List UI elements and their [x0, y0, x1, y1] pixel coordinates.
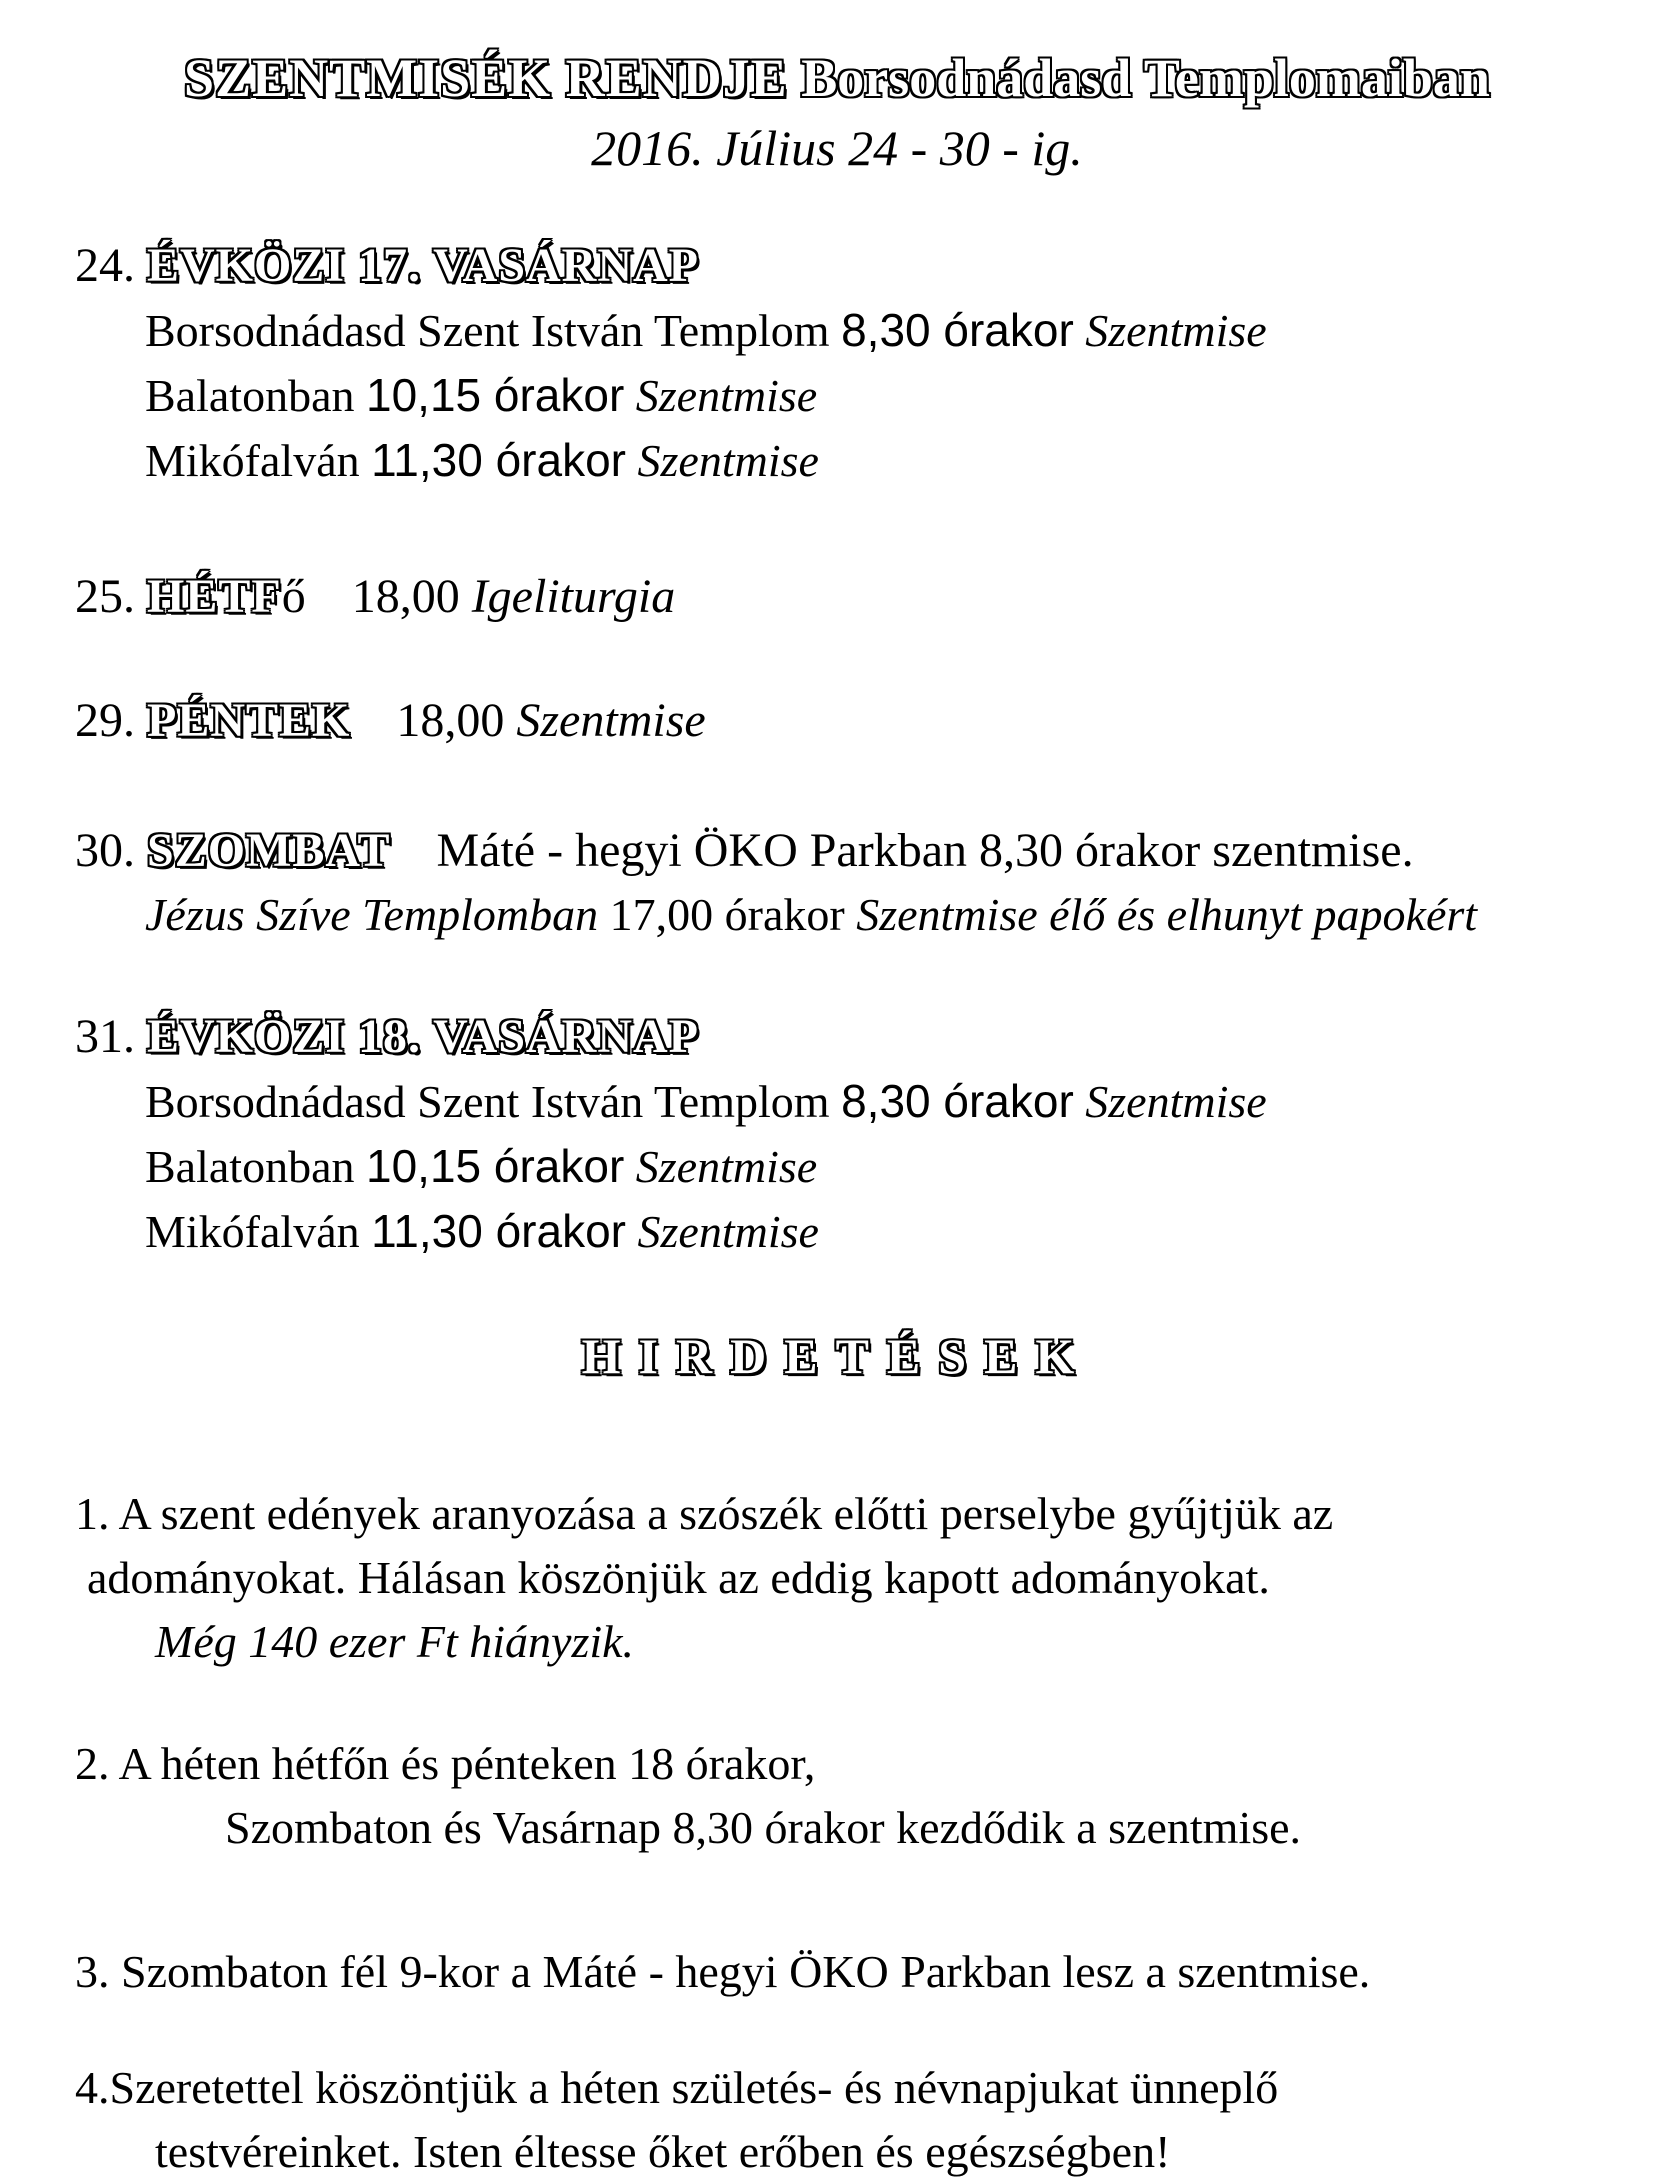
schedule-entry-31: [75, 1005, 1599, 1264]
place-text: Mikófalván: [145, 435, 360, 486]
mass-type: Szentmise: [637, 1206, 819, 1257]
mass-text: Máté - hegyi ÖKO Parkban 8,30 órakor szentmise.: [436, 824, 1414, 877]
mass-line: [145, 363, 1599, 428]
day-heading: [75, 234, 1599, 298]
schedule-entry-29: [75, 689, 1599, 753]
place-text: Borsodnádasd Szent István Templom: [145, 305, 830, 356]
time-text: 8,30 órakor: [841, 304, 1074, 356]
mass-type: Szentmise: [635, 370, 818, 421]
mass-type: Szentmise: [1085, 1076, 1267, 1127]
mass-list: [145, 1069, 1599, 1264]
mass-type: Szentmise: [637, 435, 819, 486]
mass-list: [145, 298, 1599, 493]
announcements-heading: HIRDETÉSEK: [581, 1328, 1093, 1384]
place-text: Borsodnádasd Szent István Templom: [145, 1076, 830, 1127]
day-title: PÉNTEK: [147, 694, 351, 747]
time-text: 10,15 órakor: [366, 1140, 625, 1192]
day-title: HÉTF: [147, 570, 282, 623]
mass-line: [145, 1069, 1599, 1134]
mass-line: [145, 1134, 1599, 1199]
schedule-entry-25: [75, 565, 1599, 629]
announcement-item-4: [75, 2056, 1599, 2184]
announcement-item-3: [75, 1940, 1599, 2004]
mass-type: Szentmise élő és elhunyt papokért: [856, 889, 1478, 940]
day-heading: [75, 565, 1599, 629]
schedule-entry-24: [75, 234, 1599, 493]
time-text: 18,00: [396, 694, 505, 747]
day-heading: [75, 819, 1599, 883]
day-title: SZOMBAT: [147, 824, 391, 877]
place-text: Balatonban: [145, 370, 355, 421]
mass-line: [145, 428, 1599, 493]
mass-type: Igeliturgia: [471, 570, 676, 623]
day-title-suffix: ő: [281, 570, 306, 623]
day-number: 29.: [75, 694, 135, 747]
day-number: 30.: [75, 824, 135, 877]
title-location: Borsodnádasd Templomaiban: [801, 48, 1490, 108]
document-header: [75, 42, 1599, 178]
announcement-line: Még 140 ezer Ft hiányzik.: [155, 1616, 635, 1667]
place-text: Balatonban: [145, 1141, 355, 1192]
day-number: 25.: [75, 570, 135, 623]
announcement-line: Szombaton és Vasárnap 8,30 órakor kezdődik a szentmise.: [225, 1802, 1302, 1853]
mass-type: Szentmise: [516, 694, 706, 747]
announcement-item-2: [75, 1732, 1599, 1860]
announcement-line: adományokat. Hálásan köszönjük az eddig kapott adományokat.: [87, 1552, 1270, 1603]
schedule-entry-30: [75, 819, 1599, 947]
announcement-item-1: [75, 1482, 1599, 1674]
subtitle-date: 2016. Július 24 - 30 - ig.: [591, 120, 1083, 176]
day-title: ÉVKÖZI 18. VASÁRNAP: [147, 1010, 699, 1063]
mass-type: Szentmise: [635, 1141, 818, 1192]
announcement-line: 3. Szombaton fél 9-kor a Máté - hegyi ÖKO Parkban lesz a szentmise.: [75, 1946, 1371, 1997]
time-text: 11,30 órakor: [371, 434, 626, 486]
time-text: 18,00: [351, 570, 460, 623]
mass-type: Szentmise: [1085, 305, 1267, 356]
time-text: 10,15 órakor: [366, 369, 625, 421]
mass-line: [145, 298, 1599, 363]
day-number: 31.: [75, 1010, 135, 1063]
announcement-line: 2. A héten hétfőn és pénteken 18 órakor,: [75, 1738, 816, 1789]
place-text: Mikófalván: [145, 1206, 360, 1257]
document-title: [75, 42, 1599, 114]
mass-line: [145, 883, 1599, 947]
day-number: 24.: [75, 239, 135, 292]
announcement-line: 4.Szeretettel köszöntjük a héten születés- és névnapjukat ünneplő: [75, 2062, 1279, 2113]
day-title: ÉVKÖZI 17. VASÁRNAP: [147, 239, 699, 292]
time-text: 17,00 órakor: [609, 889, 845, 940]
mass-line: [145, 1199, 1599, 1264]
time-text: 8,30 órakor: [841, 1075, 1074, 1127]
announcement-line: testvéreinket. Isten éltesse őket erőben és egészségben!: [155, 2126, 1171, 2177]
title-main: SZENTMISÉK RENDJE: [184, 48, 788, 108]
announcement-line: 1. A szent edények aranyozása a szószék előtti perselybe gyűjtjük az: [75, 1488, 1334, 1539]
day-heading: [75, 689, 1599, 753]
time-text: 11,30 órakor: [371, 1205, 626, 1257]
day-heading: [75, 1005, 1599, 1069]
place-text: Jézus Szíve Templomban: [145, 889, 599, 940]
